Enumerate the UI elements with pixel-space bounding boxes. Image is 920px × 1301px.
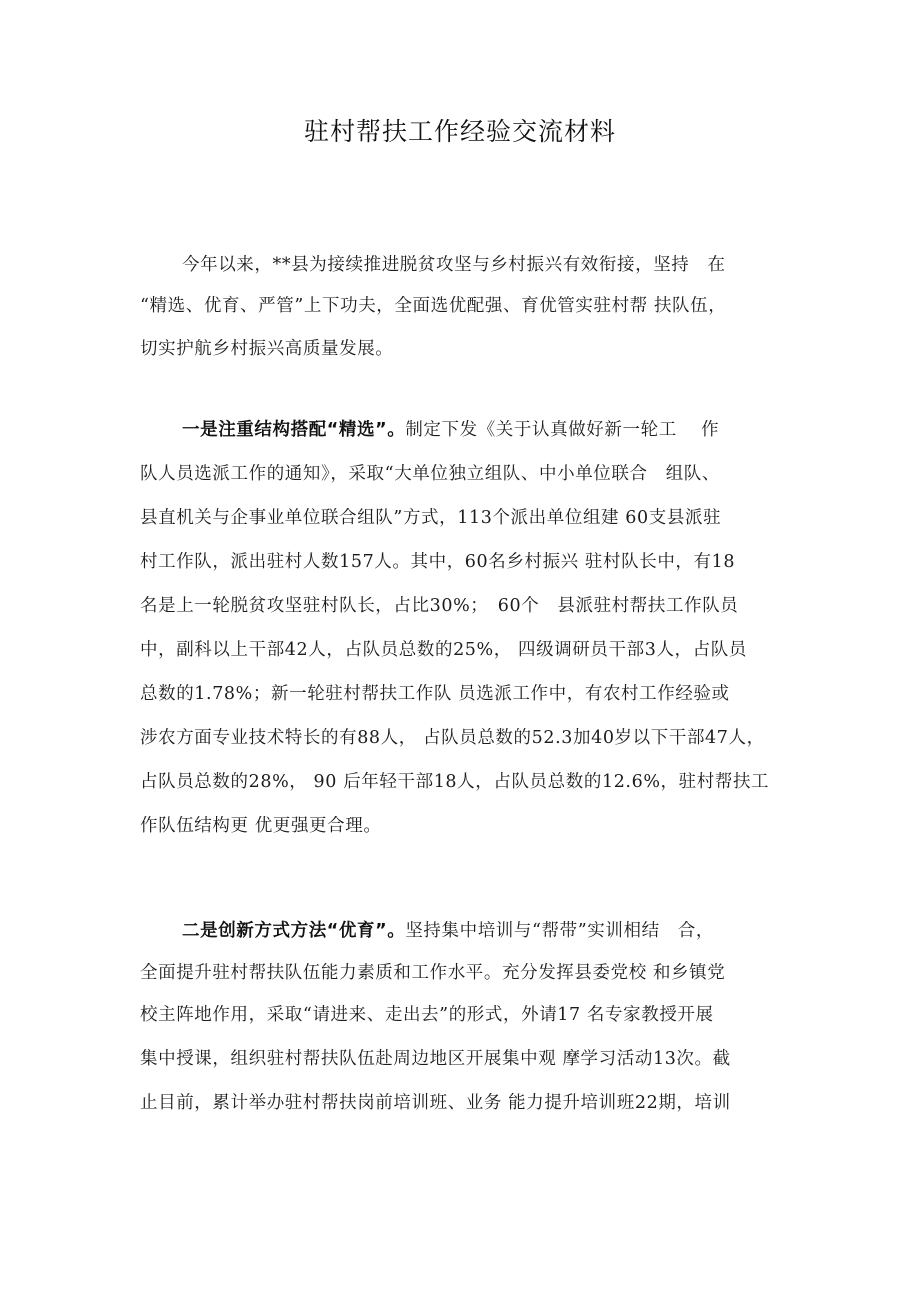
section-2-line: 集中授课，组织驻村帮扶队伍赴周边地区开展集中观 摩学习活动13次。截 — [140, 1049, 731, 1069]
document-title: 驻村帮扶工作经验交流材料 — [303, 117, 616, 146]
section-2-first-line-text: 坚持集中培训与“帮带”实训相结 合， — [405, 921, 715, 941]
section-1-line: 县直机关与企事业单位联合组队”方式，113个派出单位组建 60支县派驻 — [140, 508, 722, 528]
intro-line: “精选、优育、严管”上下功夫，全面选优配强、育优管实驻村帮 扶队伍， — [140, 296, 727, 316]
intro-line: 今年以来，**县为接续推进脱贫攻坚与乡村振兴有效衔接，坚持 在 — [182, 255, 726, 275]
section-1-first-line — [182, 416, 719, 444]
section-1-first-line-text: 制定下发《关于认真做好新一轮工 作 — [405, 420, 720, 440]
section-2-first-line — [182, 917, 714, 945]
section-2-heading: 二是创新方式方法“优育”。 — [182, 921, 406, 941]
section-2-line: 校主阵地作用，采取“请进来、走出去”的形式，外请17 名专家教授开展 — [140, 1005, 714, 1025]
section-2-line: 止目前，累计举办驻村帮扶岗前培训班、业务 能力提升培训班22期，培训 — [140, 1093, 731, 1113]
section-1-line: 作队伍结构更 优更强更合理。 — [140, 816, 382, 836]
intro-line: 切实护航乡村振兴高质量发展。 — [140, 339, 394, 359]
section-1-line: 名是上一轮脱贫攻坚驻村队长，占比30%； 60个 县派驻村帮扶工作队员 — [140, 596, 739, 616]
section-1-line: 总数的1.78%；新一轮驻村帮扶工作队 员选派工作中，有农村工作经验或 — [140, 684, 730, 704]
section-1-line: 村工作队，派出驻村人数157人。其中，60名乡村振兴 驻村队长中，有18 — [140, 552, 736, 572]
section-1-line: 占队员总数的28%， 90 后年轻干部18人，占队员总数的12.6%，驻村帮扶工 — [140, 772, 770, 792]
section-2-line: 全面提升驻村帮扶队伍能力素质和工作水平。充分发挥县委党校 和乡镇党 — [140, 963, 726, 983]
section-1-line: 队人员选派工作的通知》，采取“大单位独立组队、中小单位联合 组队、 — [140, 464, 720, 484]
section-1-line: 中，副科以上干部42人，占队员总数的25%， 四级调研员干部3人，占队员 — [140, 640, 747, 660]
section-1-heading: 一是注重结构搭配“精选”。 — [182, 420, 406, 440]
section-1-line: 涉农方面专业技术特长的有88人， 占队员总数的52.3加40岁以下干部47人， — [140, 728, 765, 748]
